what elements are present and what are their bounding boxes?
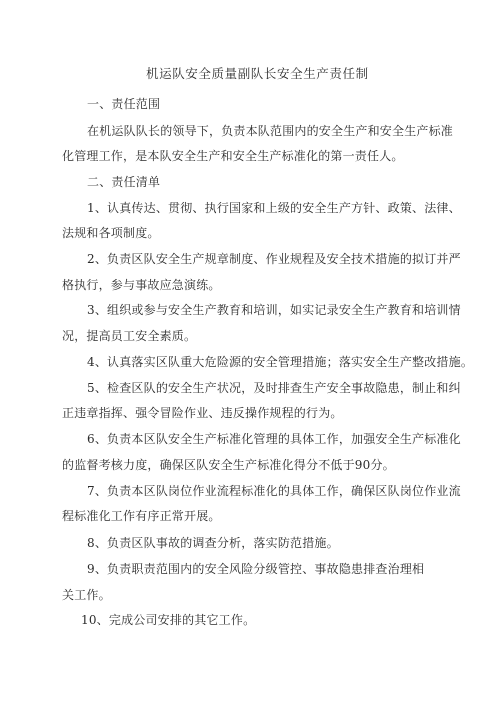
list-item-4-line-1: 4、认真落实区队重大危险源的安全管理措施；落实安全生产整改措施。	[87, 355, 474, 369]
list-item-1-line-2: 法规和各项制度。	[62, 226, 160, 240]
list-item-9-line-2: 关工作。	[62, 588, 111, 602]
list-item-6-line-1: 6、负责本区队安全生产标准化管理的具体工作，加强安全生产标准化	[87, 432, 461, 446]
section-heading-list: 二、责任清单	[87, 175, 161, 189]
list-item-2-line-1: 2、负责区队安全生产规章制度、作业规程及安全技术措施的拟订并严	[87, 252, 461, 266]
list-item-8-line-1: 8、负责区队事故的调查分析，落实防范措施。	[87, 536, 339, 550]
list-item-7-line-2: 程标准化工作有序正常开展。	[62, 509, 221, 523]
list-item-7-line-1: 7、负责本区队岗位作业流程标准化的具体工作，确保区队岗位作业流	[87, 484, 461, 498]
scope-text-line-1: 在机运队队长的领导下，负责本队范围内的安全生产和安全生产标准	[87, 124, 454, 138]
list-item-6-line-2: 的监督考核力度，确保区队安全生产标准化得分不低于90分。	[62, 458, 395, 472]
list-item-5-line-1: 5、检查区队的安全生产状况，及时排查生产安全事故隐患，制止和纠	[87, 381, 461, 395]
section-heading-scope: 一、责任范围	[87, 97, 161, 111]
document-title: 机运队安全质量副队长安全生产责任制	[146, 66, 369, 81]
list-item-3-line-2: 况，提高员工安全素质。	[62, 329, 197, 343]
list-item-5-line-2: 正违章指挥、强令冒险作业、违反操作规程的行为。	[62, 406, 343, 420]
list-item-3-line-1: 3、组织或参与安全生产教育和培训，如实记录安全生产教育和培训情	[87, 303, 461, 317]
scope-text-line-2: 化管理工作，是本队安全生产和安全生产标准化的第一责任人。	[62, 149, 404, 163]
list-item-1-line-1: 1、认真传达、贯彻、执行国家和上级的安全生产方针、政策、法律、	[87, 201, 461, 215]
list-item-9-line-1: 9、负责职责范围内的安全风险分级管控、事故隐患排查治理相	[87, 562, 425, 576]
list-item-10-line-1: 10、完成公司安排的其它工作。	[81, 613, 256, 627]
list-item-2-line-2: 格执行，参与事故应急演练。	[62, 278, 221, 292]
